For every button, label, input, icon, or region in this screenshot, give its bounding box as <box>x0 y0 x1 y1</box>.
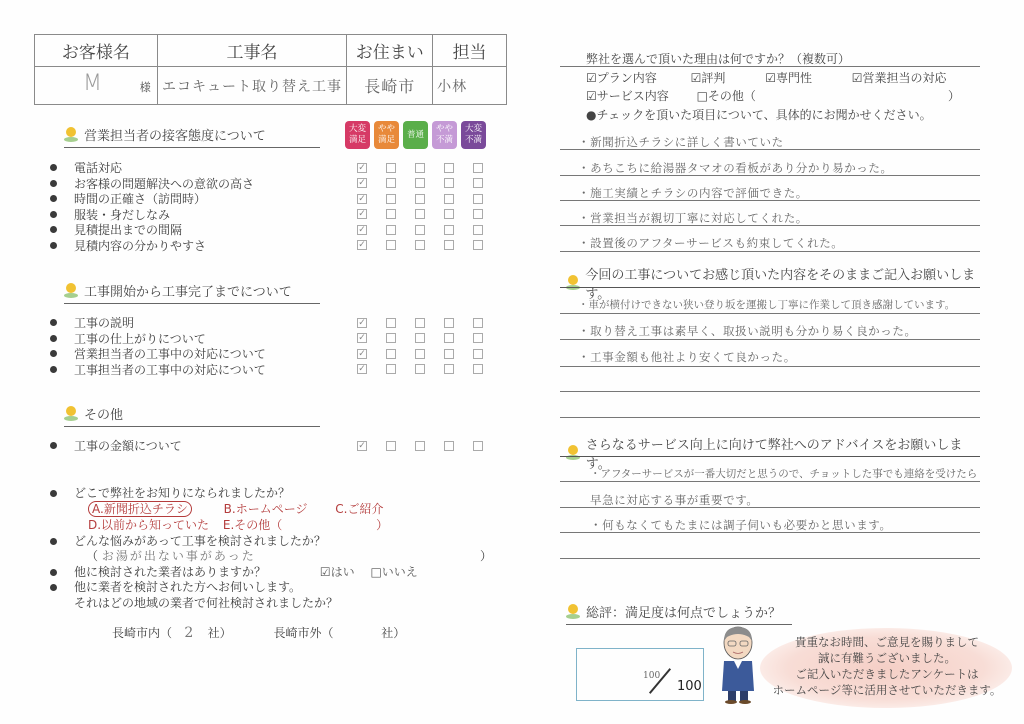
checkbox[interactable] <box>473 225 483 235</box>
rating-row <box>50 191 483 207</box>
answer-yes-checked[interactable]: ☑はい <box>319 565 355 579</box>
answer-line <box>560 481 980 482</box>
checkbox[interactable] <box>415 318 425 328</box>
checkbox[interactable] <box>415 209 425 219</box>
mascot-illustration <box>714 625 762 705</box>
paren-open: （ <box>86 549 99 563</box>
checkbox[interactable] <box>473 333 483 343</box>
checkbox[interactable] <box>473 441 483 451</box>
rating-somewhat-dissatisfied: やや不満 <box>432 121 457 149</box>
reasons-detail-prompt: ●チェックを頂いた項目について、具体的にお聞かせください。 <box>586 108 932 122</box>
customer-name-cell <box>35 67 158 105</box>
row-label: 時間の正確さ（訪問時） <box>74 192 207 207</box>
header-work-name: 工事名 <box>157 35 347 67</box>
checkbox-checked[interactable]: ✓ <box>358 364 366 375</box>
checkbox[interactable] <box>444 349 454 359</box>
thanks-line: ご記入いただきましたアンケートは <box>795 667 979 681</box>
divider <box>560 456 980 457</box>
residence: 長崎市 <box>347 67 433 105</box>
outside-unit: 社） <box>381 626 406 640</box>
bullet-icon <box>50 195 57 202</box>
reason-other-close: ） <box>947 89 960 103</box>
checkbox[interactable] <box>473 318 483 328</box>
rating-row <box>50 315 483 331</box>
answer-no[interactable]: □いいえ <box>370 565 418 579</box>
paren-close: ） <box>479 549 492 563</box>
option-b[interactable]: B.ホームページ <box>223 502 308 516</box>
work-rating-list <box>50 315 483 377</box>
checkbox[interactable] <box>473 349 483 359</box>
checkbox[interactable] <box>444 225 454 235</box>
answer-line <box>560 225 980 226</box>
flower-icon <box>566 275 579 291</box>
rating-row <box>50 176 483 192</box>
advice-answer[interactable]: 早急に対応する事が重要です。 <box>590 493 759 507</box>
thanks-line: 誠に有難うございました。 <box>818 651 956 665</box>
inside-unit: 社） <box>207 626 232 640</box>
checkbox[interactable] <box>444 178 454 188</box>
answer-line <box>560 558 980 559</box>
checkbox-checked[interactable]: ✓ <box>358 209 366 220</box>
checkbox[interactable] <box>386 209 396 219</box>
advice-answer[interactable]: ・アフターサービスが一番大切だと思うので、チョットした事でも連絡を受けたら <box>590 468 978 480</box>
bullet-icon <box>50 490 57 497</box>
section-sales-title <box>64 125 320 148</box>
checkbox[interactable] <box>473 364 483 374</box>
checkbox[interactable] <box>473 163 483 173</box>
thanks-message <box>758 634 1016 698</box>
checkbox[interactable] <box>386 163 396 173</box>
checkbox[interactable] <box>415 349 425 359</box>
answer-line <box>560 366 980 367</box>
flower-icon <box>64 283 78 299</box>
rating-neutral: 普通 <box>403 121 428 149</box>
thanks-line: 貴重なお時間、ご意見を賜りまして <box>795 635 979 649</box>
overall-title <box>566 602 792 625</box>
checkbox[interactable] <box>444 318 454 328</box>
answer-line <box>560 175 980 176</box>
row-label: 電話対応 <box>74 161 123 176</box>
answer-line <box>560 417 980 418</box>
answer-line <box>560 507 980 508</box>
checkbox[interactable] <box>473 209 483 219</box>
score-value: 100 <box>643 671 661 681</box>
checkbox[interactable] <box>386 318 396 328</box>
reason-answer[interactable]: ・新聞折込チラシに詳しく書いていた <box>578 135 784 149</box>
rating-scale <box>345 121 486 149</box>
bullet-icon <box>50 584 57 591</box>
bullet-icon <box>50 335 57 342</box>
checkbox[interactable] <box>415 194 425 204</box>
reason-plan[interactable]: ☑プラン内容 <box>586 71 657 85</box>
checkbox[interactable] <box>386 178 396 188</box>
section-other-title <box>64 404 320 427</box>
how-known-options-row2 <box>88 516 388 533</box>
outside-label: 長崎市外（ <box>273 626 334 640</box>
rating-very-satisfied: 大変満足 <box>345 121 370 149</box>
section-work-title <box>64 281 320 304</box>
checkbox[interactable] <box>415 364 425 374</box>
row-label: 工事の金額について <box>74 439 182 454</box>
row-label: 工事の仕上がりについて <box>74 331 206 346</box>
answer-line <box>560 313 980 314</box>
customer-name: M <box>83 71 102 96</box>
checkbox[interactable] <box>415 441 425 451</box>
score-max: 100 <box>677 679 702 694</box>
bullet-icon <box>50 538 57 545</box>
checkbox[interactable] <box>444 240 454 250</box>
overall-title-text: 総評：満足度は何点でしょうか？ <box>586 606 782 621</box>
checkbox[interactable] <box>444 441 454 451</box>
bullet-icon <box>50 226 57 233</box>
answer-line <box>560 391 980 392</box>
option-e[interactable]: E.その他（ <box>222 518 283 532</box>
option-d[interactable]: D.以前から知っていた <box>88 518 210 532</box>
flower-icon <box>566 445 580 461</box>
rating-very-dissatisfied: 大変不満 <box>461 121 486 149</box>
checkbox-checked[interactable]: ✓ <box>358 317 366 328</box>
header-staff: 担当 <box>433 35 507 67</box>
reason-sales-response[interactable]: ☑営業担当の対応 <box>851 71 947 85</box>
answer-line <box>560 200 980 201</box>
checkbox[interactable] <box>473 240 483 250</box>
reason-service[interactable]: ☑サービス内容 <box>586 89 669 103</box>
reasons-title: 弊社を選んで頂いた理由は何ですか？（複数可） <box>586 52 851 66</box>
rating-row <box>50 362 483 378</box>
checkbox[interactable] <box>415 333 425 343</box>
how-known-options-row1 <box>88 500 384 517</box>
advice-answer[interactable]: ・何もなくてもたまには調子伺いも必要かと思います。 <box>590 518 892 532</box>
impression-answer[interactable]: ・工事金額も他社より安くて良かった。 <box>578 350 796 364</box>
checkbox-checked[interactable]: ✓ <box>358 162 366 173</box>
impression-answer[interactable]: ・取り替え工事は素早く、取扱い説明も分かり易く良かった。 <box>578 324 917 338</box>
checkbox-checked[interactable]: ✓ <box>358 440 366 451</box>
checkbox[interactable] <box>444 364 454 374</box>
divider <box>560 66 980 67</box>
checkbox-checked[interactable]: ✓ <box>358 193 366 204</box>
answer-line <box>560 339 980 340</box>
checkbox[interactable] <box>444 209 454 219</box>
section-other-title-text: その他 <box>84 408 124 423</box>
checkbox[interactable] <box>386 225 396 235</box>
reason-other[interactable]: □その他（ <box>696 89 756 103</box>
bullet-icon <box>50 366 57 373</box>
vendor-count-row <box>112 624 405 641</box>
checkbox[interactable] <box>444 333 454 343</box>
checkbox[interactable] <box>444 163 454 173</box>
section-sales-title-text: 営業担当者の接客態度について <box>84 129 266 144</box>
reason-reputation[interactable]: ☑評判 <box>690 71 726 85</box>
answer-line <box>560 532 980 533</box>
customer-info-table <box>34 34 507 105</box>
reason-answer[interactable]: ・あちこちに給湯器タマオの看板があり分かり易かった。 <box>578 161 893 175</box>
staff: 小林 <box>433 67 507 105</box>
impression-answer[interactable]: ・車が横付けできない狭い登り坂を運搬し丁寧に作業して頂き感謝しています。 <box>578 299 956 311</box>
checkbox-checked[interactable]: ✓ <box>358 333 366 344</box>
flower-icon <box>64 127 78 143</box>
rating-somewhat-satisfied: やや満足 <box>374 121 399 149</box>
checkbox[interactable] <box>386 333 396 343</box>
checkbox[interactable] <box>386 194 396 204</box>
answer-line <box>560 251 980 252</box>
question-text: どんな悩みがあって工事を検討されましたか？ <box>74 534 326 548</box>
reasons-options-row2 <box>586 87 970 104</box>
rating-row <box>50 160 483 176</box>
row-label: 見積提出までの間隔 <box>74 223 183 238</box>
rating-row <box>50 207 483 223</box>
rating-row <box>50 331 483 347</box>
work-name: エコキュート取り替え工事 <box>157 67 347 105</box>
reason-answer[interactable]: ・営業担当が親切丁寧に対応してくれた。 <box>578 211 808 225</box>
bullet-icon <box>50 164 57 171</box>
divider <box>560 287 980 288</box>
bullet-icon <box>50 242 57 249</box>
section-work-title-text: 工事開始から工事完了までについて <box>84 285 292 300</box>
reason-answer[interactable]: ・施工実績とチラシの内容で評価できた。 <box>578 186 808 200</box>
answer-line <box>560 149 980 150</box>
checkbox-checked[interactable]: ✓ <box>358 240 366 251</box>
rating-row <box>50 346 483 362</box>
rating-row <box>50 438 483 454</box>
checkbox[interactable] <box>415 178 425 188</box>
flower-icon <box>64 406 78 422</box>
rating-row <box>50 238 483 254</box>
honorific: 様 <box>139 81 151 94</box>
row-label: お客様の問題解決への意欲の高さ <box>74 176 255 191</box>
row-label: 服装・身だしなみ <box>74 207 171 222</box>
option-c[interactable]: C.ご紹介 <box>335 502 384 516</box>
checkbox[interactable] <box>473 178 483 188</box>
other-rating-list <box>50 438 483 454</box>
checkbox[interactable] <box>386 441 396 451</box>
reasons-options-row1 <box>586 69 947 86</box>
checkbox-checked[interactable]: ✓ <box>358 224 366 235</box>
header-customer-name: お客様名 <box>35 35 158 67</box>
concern-answer-row <box>86 547 492 564</box>
checkbox[interactable] <box>386 240 396 250</box>
question-text: どこで弊社をお知りになられましたか？ <box>74 486 291 500</box>
question-vendor-detail <box>50 578 301 595</box>
inside-label: 長崎市内（ <box>112 626 173 640</box>
score-box[interactable] <box>576 648 704 701</box>
bullet-icon <box>50 569 57 576</box>
row-label: 工事担当者の工事中の対応について <box>74 362 266 377</box>
checkbox[interactable] <box>415 240 425 250</box>
question-text: 他に業者を検討された方へお伺いします。 <box>74 580 302 594</box>
row-label: 見積内容の分かりやすさ <box>74 238 207 253</box>
advice-title-text: さらなるサービス向上に向けて弊社へのアドバイスをお願いします。 <box>585 438 963 472</box>
reason-answer[interactable]: ・設置後のアフターサービスも約束してくれた。 <box>578 236 844 250</box>
checkbox[interactable] <box>473 194 483 204</box>
checkbox-checked[interactable]: ✓ <box>358 348 366 359</box>
row-label: 営業担当者の工事中の対応について <box>74 347 266 362</box>
row-label: 工事の説明 <box>74 316 135 331</box>
header-residence: お住まい <box>347 35 433 67</box>
question-text: 他に検討された業者はありますか？ <box>74 565 267 579</box>
thanks-line: ホームページ等に活用させていただきます。 <box>772 683 1002 697</box>
rating-row <box>50 222 483 238</box>
question-how-known <box>50 484 290 501</box>
inside-count[interactable]: 2 <box>184 625 196 641</box>
checkbox-checked[interactable]: ✓ <box>358 178 366 189</box>
bullet-icon <box>50 350 57 357</box>
bullet-icon <box>50 211 57 218</box>
reason-expertise[interactable]: ☑専門性 <box>765 71 812 85</box>
option-e-close: ） <box>376 518 389 532</box>
concern-answer[interactable]: お湯が出ない事があった <box>101 549 256 563</box>
bullet-icon <box>50 180 57 187</box>
option-a-selected[interactable]: A.新聞折込チラシ <box>88 501 192 517</box>
impressions-title-text: 今回の工事についてお感じ頂いた内容をそのままご記入お願いします。 <box>585 268 976 302</box>
checkbox[interactable] <box>444 194 454 204</box>
checkbox[interactable] <box>415 163 425 173</box>
bullet-icon <box>50 442 57 449</box>
checkbox[interactable] <box>415 225 425 235</box>
bullet-icon <box>50 319 57 326</box>
checkbox[interactable] <box>386 349 396 359</box>
flower-icon <box>566 604 580 620</box>
question-text-2: それはどの地域の業者で何社検討されましたか？ <box>74 596 339 610</box>
sales-rating-list <box>50 160 483 253</box>
checkbox[interactable] <box>386 364 396 374</box>
